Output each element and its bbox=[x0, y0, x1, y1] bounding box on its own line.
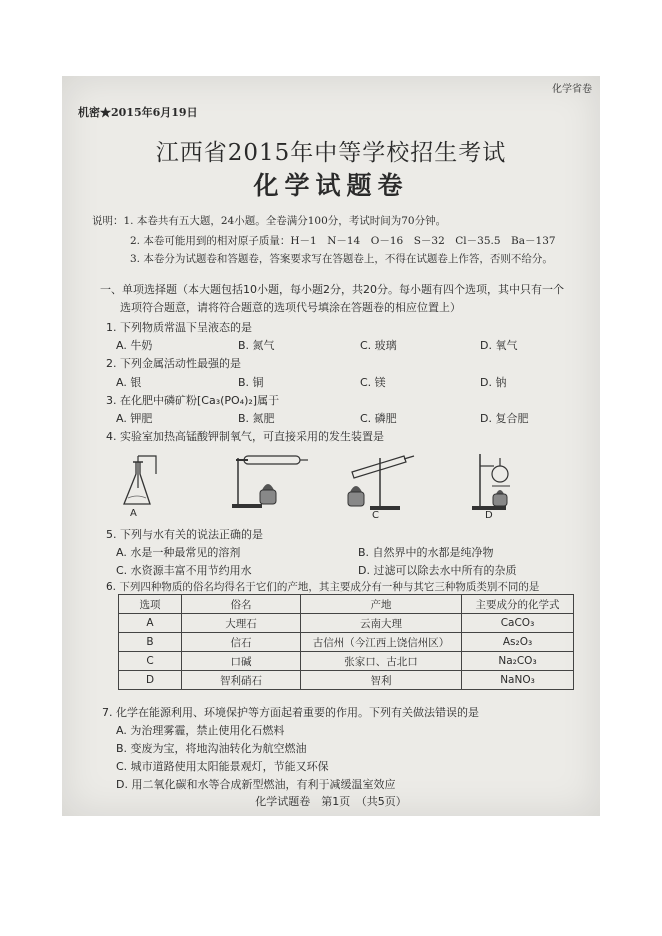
note-3: 3. 本卷分为试题卷和答题卷，答案要求写在答题卷上，不得在试题卷上作答，否则不给分。 bbox=[130, 253, 553, 265]
question-4: 4. 实验室加热高锰酸钾制氧气，可直接采用的发生装置是 bbox=[106, 430, 384, 443]
col-option: 选项 bbox=[119, 595, 182, 614]
cell: 智利硝石 bbox=[182, 671, 301, 690]
cell: 信石 bbox=[182, 633, 301, 652]
cell: C bbox=[119, 652, 182, 671]
q2-option-a: A. 银 bbox=[116, 376, 142, 389]
apparatus-a-label: A bbox=[130, 508, 137, 519]
col-formula: 主要成分的化学式 bbox=[462, 595, 574, 614]
cell: Na₂CO₃ bbox=[462, 652, 574, 671]
q7-option-b: B. 变废为宝，将地沟油转化为航空燃油 bbox=[116, 742, 307, 755]
paper-title: 化学试题卷 bbox=[253, 171, 409, 200]
table-row bbox=[119, 671, 574, 690]
apparatus-d-label: D bbox=[485, 510, 493, 521]
q2-option-d: D. 钠 bbox=[480, 376, 507, 389]
question-5: 5. 下列与水有关的说法正确的是 bbox=[106, 528, 263, 541]
q1-option-a: A. 牛奶 bbox=[116, 339, 153, 352]
q7-option-a: A. 为治理雾霾，禁止使用化石燃料 bbox=[116, 724, 285, 737]
cell: 智利 bbox=[301, 671, 462, 690]
cell: 口碱 bbox=[182, 652, 301, 671]
q2-option-c: C. 镁 bbox=[360, 376, 386, 389]
q5-option-a: A. 水是一种最常见的溶剂 bbox=[116, 546, 241, 559]
q1-option-c: C. 玻璃 bbox=[360, 339, 397, 352]
apparatus-a-flask bbox=[118, 448, 168, 510]
confidential-date: 机密★2015年6月19日 bbox=[78, 106, 198, 119]
apparatus-b-tube-stand bbox=[222, 448, 312, 512]
q3-option-b: B. 氮肥 bbox=[238, 412, 275, 425]
q2-option-b: B. 铜 bbox=[238, 376, 264, 389]
cell: 古信州（今江西上饶信州区） bbox=[301, 633, 462, 652]
exam-title: 江西省2015年中等学校招生考试 bbox=[155, 140, 507, 166]
exam-page bbox=[62, 76, 600, 816]
cell: 大理石 bbox=[182, 614, 301, 633]
q3-option-c: C. 磷肥 bbox=[360, 412, 397, 425]
q7-option-c: C. 城市道路使用太阳能景观灯，节能又环保 bbox=[116, 760, 329, 773]
apparatus-c-label: C bbox=[372, 510, 379, 521]
cell: 张家口、古北口 bbox=[301, 652, 462, 671]
cell: A bbox=[119, 614, 182, 633]
cell: NaNO₃ bbox=[462, 671, 574, 690]
q5-option-d: D. 过滤可以除去水中所有的杂质 bbox=[358, 564, 517, 577]
page-footer: 化学试题卷 第1页 （共5页） bbox=[255, 795, 407, 808]
table-header-row bbox=[119, 595, 574, 614]
q3-option-d: D. 复合肥 bbox=[480, 412, 529, 425]
q5-option-c: C. 水资源丰富不用节约用水 bbox=[116, 564, 252, 577]
cell: B bbox=[119, 633, 182, 652]
q7-option-d: D. 用二氧化碳和水等合成新型燃油，有利于减缓温室效应 bbox=[116, 778, 396, 791]
apparatus-c-tilted-tube bbox=[338, 448, 418, 512]
question-2: 2. 下列金属活动性最强的是 bbox=[106, 357, 241, 370]
table-row bbox=[119, 633, 574, 652]
note-2: 2. 本卷可能用到的相对原子质量：H－1 N－14 O－16 S－32 Cl－35.5 Ba－137 bbox=[130, 235, 556, 247]
apparatus-d-round-flask bbox=[466, 448, 526, 512]
cell: As₂O₃ bbox=[462, 633, 574, 652]
section-heading: 一、单项选择题（本大题包括10小题，每小题2分，共20分。每小题有四个选项，其中只有一个 bbox=[100, 283, 564, 296]
cell: CaCO₃ bbox=[462, 614, 574, 633]
question-6-table bbox=[118, 594, 574, 690]
question-6: 6. 下列四种物质的俗名均得名于它们的产地，其主要成分有一种与其它三种物质类别不同的是 bbox=[106, 581, 540, 593]
col-origin: 产地 bbox=[301, 595, 462, 614]
note-1: 说明：1. 本卷共有五大题，24小题。全卷满分100分，考试时间为70分钟。 bbox=[92, 215, 447, 227]
q5-option-b: B. 自然界中的水都是纯净物 bbox=[358, 546, 494, 559]
question-7: 7. 化学在能源利用、环境保护等方面起着重要的作用。下列有关做法错误的是 bbox=[102, 706, 479, 719]
cell: 云南大理 bbox=[301, 614, 462, 633]
section-heading-cont: 选项符合题意，请将符合题意的选项代号填涂在答题卷的相应位置上） bbox=[120, 301, 461, 314]
corner-label: 化学省卷 bbox=[552, 84, 592, 95]
q3-option-a: A. 钾肥 bbox=[116, 412, 153, 425]
col-common-name: 俗名 bbox=[182, 595, 301, 614]
q1-option-d: D. 氧气 bbox=[480, 339, 518, 352]
cell: D bbox=[119, 671, 182, 690]
question-1: 1. 下列物质常温下呈液态的是 bbox=[106, 321, 252, 334]
q1-option-b: B. 氮气 bbox=[238, 339, 275, 352]
question-3: 3. 在化肥中磷矿粉[Ca₃(PO₄)₂]属于 bbox=[106, 394, 280, 407]
table-row bbox=[119, 652, 574, 671]
table-row bbox=[119, 614, 574, 633]
